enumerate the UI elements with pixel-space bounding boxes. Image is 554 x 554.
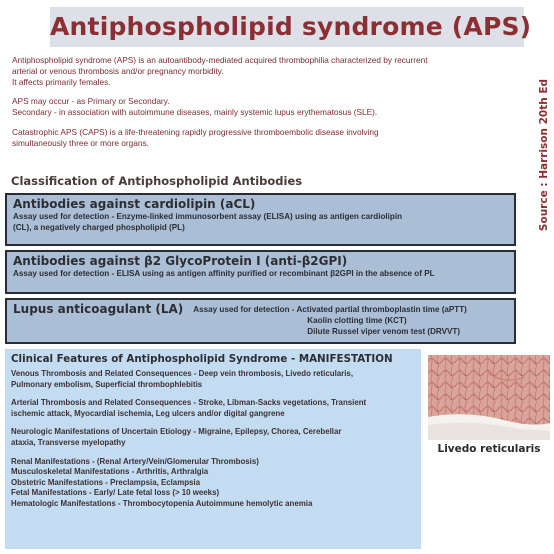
acl-box — [5, 193, 516, 246]
arterial-group — [11, 398, 415, 419]
definition-line: Antiphospholipid syndrome (APS) is an autoantibody-mediated acquired thrombophilia characterized by recurrent — [12, 55, 428, 65]
definition-line: arterial or venous thrombosis and/or pregnancy morbidity. — [12, 65, 224, 76]
b2gpi-line: Assay used for detection - ELISA using as antigen affinity purified or recombinant β2GPI in the absence of PL — [13, 269, 435, 278]
b2gpi-body — [13, 268, 508, 279]
la-test-line: Dilute Russel viper venom test (DRVVT) — [307, 327, 461, 336]
feature-line: ischemic attack, Myocardial ischemia, Leg ulcers and/or digital gangrene — [11, 408, 285, 418]
b2gpi-box — [5, 250, 516, 294]
neuro-group — [11, 427, 415, 448]
clinical-features-heading: Clinical Features of Antiphospholipid Syndrome - MANIFESTATION — [11, 353, 393, 365]
definition-paragraph — [12, 55, 532, 87]
caps-line: simultaneously three or more organs. — [12, 137, 149, 148]
caps-paragraph — [12, 127, 532, 149]
feature-line: Neurologic Manifestations of Uncertain Etiology - Migraine, Epilepsy, Chorea, Cerebellar — [11, 427, 342, 437]
intro-section — [12, 55, 532, 158]
la-box — [5, 298, 516, 344]
types-line: APS may occur - as Primary or Secondary. — [12, 96, 170, 107]
livedo-skin-illustration — [428, 355, 550, 440]
acl-body — [13, 211, 508, 233]
source-note-text: Source : Harrison 20th Ed — [538, 78, 551, 232]
other-group — [11, 457, 415, 510]
feature-line: Obstetric Manifestations - Preclampsia, Eclampsia — [11, 477, 201, 487]
la-title: Lupus anticoagulant (LA) — [13, 302, 184, 316]
acl-line: (CL), a negatively charged phospholipid (PL) — [13, 223, 185, 232]
source-note — [536, 70, 552, 240]
types-line: Secondary - in association with autoimmune diseases, mainly systemic lupus erythematosus (SLE). — [12, 107, 378, 118]
feature-line: Fetal Manifestations - Early/ Late fetal loss (> 10 weeks) — [11, 488, 220, 498]
feature-line: Renal Manifestations - (Renal Artery/Vein/Glomerular Thrombosis) — [11, 456, 259, 466]
classification-heading: Classification of Antiphospholipid Antibodies — [11, 174, 303, 188]
feature-line: Pulmonary embolism, Superficial thrombophlebitis — [11, 379, 203, 389]
la-tests — [193, 302, 467, 337]
types-paragraph — [12, 96, 532, 118]
livedo-reticularis-image — [428, 355, 550, 440]
la-test-line: Assay used for detection - Activated partial thromboplastin time (aPTT) — [193, 305, 467, 314]
caps-line: Catastrophic APS (CAPS) is a life-threatening rapidly progressive thromboembolic disease involving — [12, 126, 379, 137]
feature-line: Musculoskeletal Manifestations - Arthritis, Arthralgia — [11, 467, 209, 477]
definition-line: It affects primarily females. — [12, 76, 111, 87]
la-row — [13, 302, 508, 337]
feature-line: ataxia, Transverse myelopathy — [11, 437, 126, 447]
clinical-features-panel — [5, 349, 421, 549]
feature-line: Arterial Thrombosis and Related Consequences - Stroke, Libman-Sacks vegetations, Transient — [11, 398, 367, 408]
acl-line: Assay used for detection - Enzyme-linked immunosorbent assay (ELISA) using as antigen cardiolipin — [13, 212, 403, 221]
feature-line: Venous Thrombosis and Related Consequences - Deep vein thrombosis, Livedo reticularis, — [11, 369, 354, 378]
livedo-caption: Livedo reticularis — [437, 443, 541, 455]
la-test-line: Kaolin clotting time (KCT) — [307, 316, 407, 325]
b2gpi-title: Antibodies against β2 GlycoProtein I (anti-β2GPI) — [13, 254, 348, 268]
feature-line: Hematologic Manifestations - Thrombocytopenia Autoimmune hemolytic anemia — [11, 498, 313, 508]
venous-group — [11, 369, 415, 390]
acl-title: Antibodies against cardiolipin (aCL) — [13, 197, 256, 211]
page-title: Antiphospholipid syndrome (APS) — [50, 7, 524, 47]
